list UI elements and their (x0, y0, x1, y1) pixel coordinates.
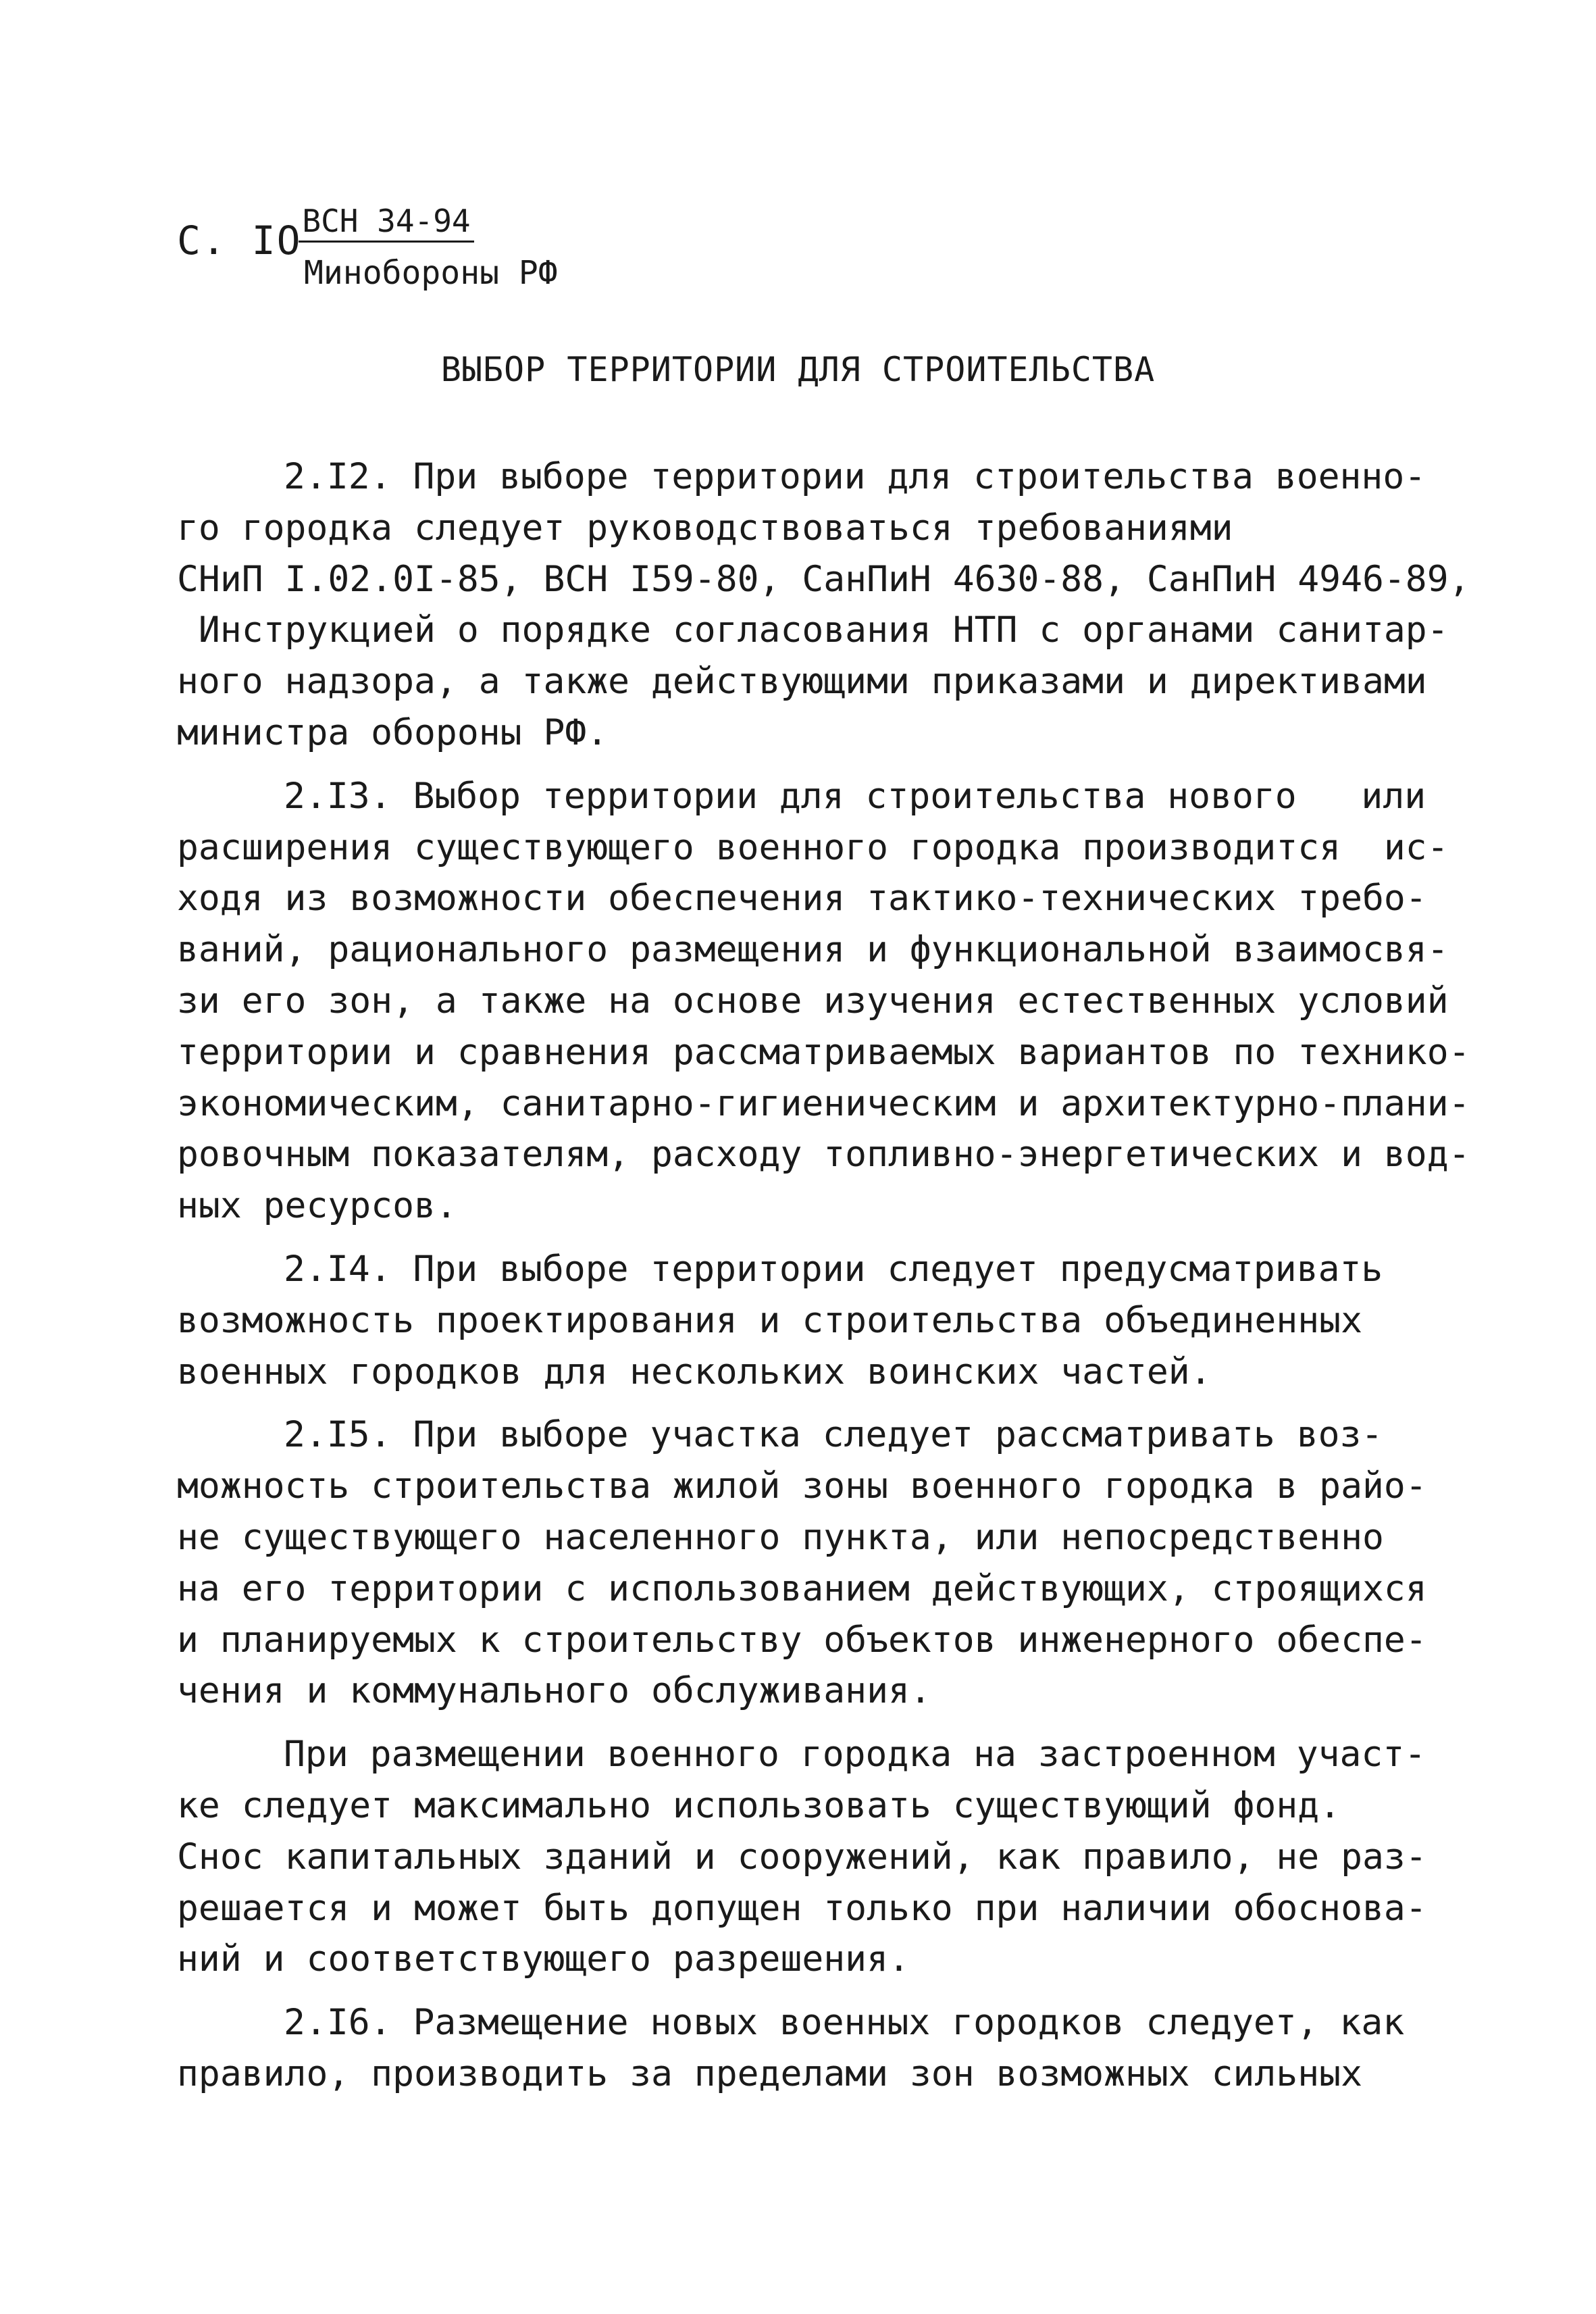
text-line: министра обороны РФ. (177, 711, 609, 753)
section-title: ВЫБОР ТЕРРИТОРИИ ДЛЯ СТРОИТЕЛЬСТВА (440, 350, 1156, 389)
document-organization: Минобороны РФ (304, 254, 558, 292)
paragraph-2-14 (177, 1244, 1460, 1397)
text-line: ваний, рационального размещения и функциональной взаимосвя- (177, 929, 1449, 971)
document-code: ВСН 34-94 (299, 203, 474, 243)
text-line: Снос капитальных зданий и сооружений, как правило, не раз- (177, 1836, 1427, 1878)
paragraph-2-15-continued (177, 1729, 1460, 1985)
text-line: ний и соответствующего разрешения. (177, 1938, 910, 1980)
text-line: решается и может быть допущен только при наличии обоснова- (177, 1887, 1427, 1929)
paragraph-2-12 (177, 451, 1470, 759)
page-number: С. IO (177, 218, 302, 263)
text-line: военных городков для нескольких воинских частей. (177, 1351, 1212, 1392)
text-line: ных ресурсов. (177, 1185, 457, 1227)
text-line: СНиП I.02.0I-85, ВСН I59-80, СанПиН 4630-88, СанПиН 4946-89, (177, 558, 1470, 600)
text-line: 2.I4. При выборе территории следует предусматривать (284, 1248, 1383, 1290)
text-line: не существующего населенного пункта, или непосредственно (177, 1516, 1384, 1558)
text-line: 2.I5. При выборе участка следует рассматривать воз- (284, 1414, 1383, 1456)
text-line: можность строительства жилой зоны военного городка в райо- (177, 1465, 1427, 1507)
paragraph-2-15 (177, 1409, 1460, 1717)
text-line: 2.I2. При выборе территории для строительства военно- (284, 456, 1426, 497)
text-line: на его территории с использованием действующих, строящихся (177, 1567, 1427, 1609)
text-line: и планируемых к строительству объектов инженерного обеспе- (177, 1619, 1427, 1661)
paragraph-2-13 (177, 771, 1470, 1232)
text-line: ровочным показателям, расходу топливно-энергетических и вод- (177, 1134, 1470, 1176)
text-line: 2.I3. Выбор территории для строительства нового или (284, 775, 1426, 817)
text-line: го городка следует руководствоваться требованиями (177, 507, 1233, 549)
text-line: экономическим, санитарно-гигиеническим и архитектурно-плани- (177, 1082, 1470, 1124)
text-line: правило, производить за пределами зон возможных сильных (177, 2053, 1362, 2094)
text-line: Инструкцией о порядке согласования НТП с органами санитар- (177, 609, 1449, 651)
body-text (177, 451, 1470, 2112)
text-line: территории и сравнения рассматриваемых вариантов по технико- (177, 1031, 1470, 1073)
page-header (177, 203, 785, 318)
paragraph-2-16 (177, 1997, 1460, 2100)
text-line: ходя из возможности обеспечения тактико-технических требо- (177, 878, 1427, 920)
text-line: возможность проектирования и строительства объединенных (177, 1299, 1362, 1341)
text-line: 2.I6. Размещение новых военных городков следует, как (284, 2002, 1405, 2044)
text-line: При размещении военного городка на застроенном участ- (284, 1734, 1426, 1776)
text-line: ного надзора, а также действующими приказами и директивами (177, 661, 1427, 703)
text-line: расширения существующего военного городка производится ис- (177, 826, 1449, 868)
text-line: ке следует максимально использовать существующий фонд. (177, 1784, 1341, 1826)
text-line: чения и коммунального обслуживания. (177, 1670, 931, 1712)
text-line: зи его зон, а также на основе изучения естественных условий (177, 980, 1449, 1022)
